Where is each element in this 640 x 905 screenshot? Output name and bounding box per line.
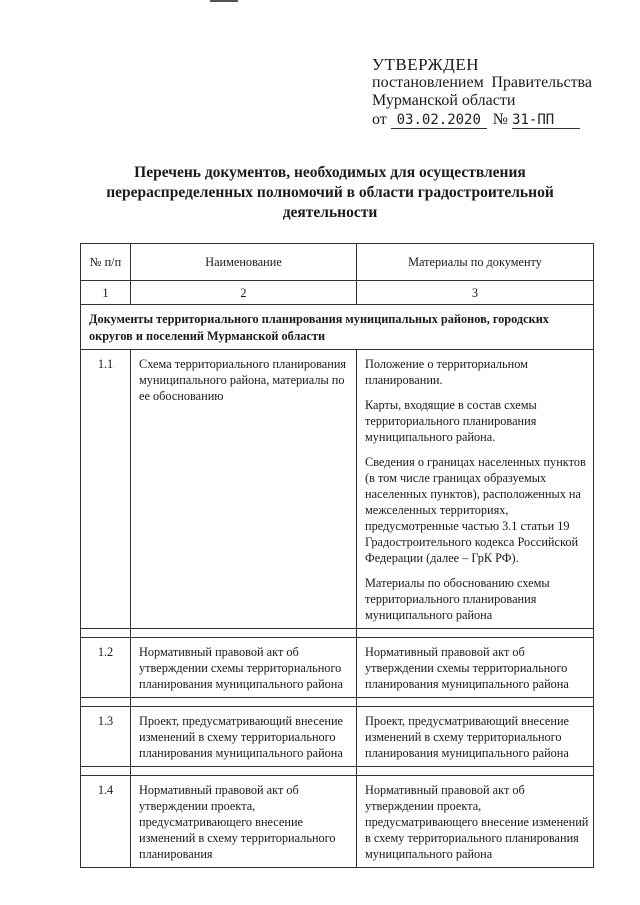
column-number-row [81,281,594,305]
table-row [81,350,594,629]
row-separator [81,629,594,638]
row-name: Проект, предусматривающий внесение изменений в схему территориального планирования муниципального района [131,707,357,767]
section-title: Документы территориального планирования муниципальных районов, городских округов и поселений Мурманской области [81,305,594,350]
row-number: 1.4 [81,776,131,868]
header-name: Наименование [131,244,357,281]
title-line-1: Перечень документов, необходимых для осуществления [134,164,526,181]
row-separator [81,698,594,707]
scan-mark [210,0,238,2]
approval-title: УТВЕРЖДЕН [372,55,479,74]
approval-date-line [372,111,592,129]
approval-date: 03.02.2020 [391,113,487,129]
date-prefix: от [372,111,387,128]
approval-line-1-right: Правительства [491,74,592,91]
row-name: Схема территориального планирования муниципального района, материалы по ее обоснованию [131,350,357,629]
title-line-2: перераспределенных полномочий в области градостроительной [106,184,554,201]
table-row [81,776,594,868]
approval-stamp [372,56,592,129]
row-materials: Нормативный правовой акт об утверждении схемы территориального планирования муниципального района [357,638,594,698]
row-number: 1.2 [81,638,131,698]
document-title [90,163,570,223]
col-number-2: 2 [131,281,357,305]
table-row [81,707,594,767]
number-prefix: № [492,111,509,128]
section-row [81,305,594,350]
approval-number: 31-ПП [512,113,580,129]
row-name: Нормативный правовой акт об утверждении схемы территориального планирования муниципального района [131,638,357,698]
table-header-row [81,244,594,281]
title-line-3: деятельности [282,204,378,221]
header-materials: Материалы по документу [357,244,594,281]
row-materials: Проект, предусматривающий внесение изменений в схему территориального планирования муниципального района [357,707,594,767]
row-separator [81,767,594,776]
material-paragraph: Положение о территориальном планировании. [365,357,528,387]
row-name: Нормативный правовой акт об утверждении проекта, предусматривающего внесение изменений в схему территориального планирования [131,776,357,868]
material-paragraph: Материалы по обоснованию схемы территориального планирования муниципального района [365,576,550,622]
material-paragraph: Карты, входящие в состав схемы территориального планирования муниципального района. [365,398,537,444]
table-row [81,638,594,698]
header-number: № п/п [81,244,131,281]
row-number: 1.1 [81,350,131,629]
row-number: 1.3 [81,707,131,767]
approval-line-2: Мурманской области [372,92,516,109]
approval-line-1 [372,74,592,92]
material-paragraph: Сведения о границах населенных пунктов (в том числе границах образуемых населенных пунктов), расположенных на межселенных территориях, предусмотренные частью 3.1 статьи 19 Градостроительного кодекса Российской Федерации (далее – ГрК РФ). [365,455,586,565]
row-materials: Нормативный правовой акт об утверждении проекта, предусматривающего внесение изменений в схему территориального планирования муниципального района [357,776,594,868]
col-number-3: 3 [357,281,594,305]
row-materials [357,350,594,629]
col-number-1: 1 [81,281,131,305]
documents-table [80,243,593,868]
approval-line-1-left: постановлением [372,74,484,91]
